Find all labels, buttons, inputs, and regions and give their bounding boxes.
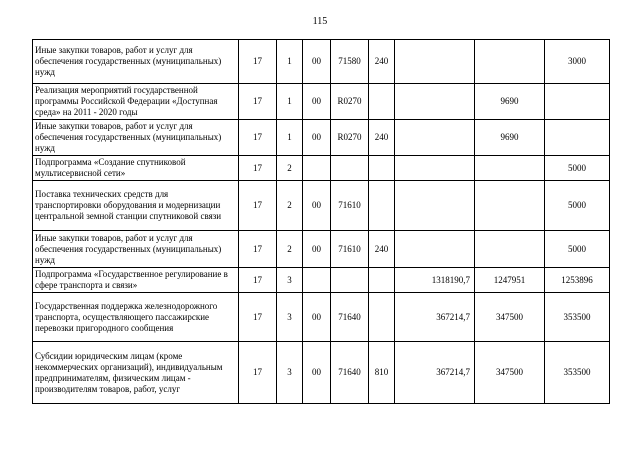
cell-amount-3: 5000 (545, 156, 610, 181)
cell-amount-2: 9690 (475, 84, 545, 120)
cell-amount-3 (545, 84, 610, 120)
cell-target: 71610 (331, 231, 369, 268)
table-row (33, 342, 610, 404)
cell-amount-1: 367214,7 (395, 293, 475, 342)
cell-target: 71640 (331, 293, 369, 342)
cell-target: 71580 (331, 40, 369, 84)
cell-expense-type: 810 (369, 342, 395, 404)
cell-amount-2 (475, 181, 545, 231)
budget-table (32, 39, 610, 404)
cell-chapter: 17 (239, 181, 277, 231)
table-row (33, 231, 610, 268)
cell-amount-2: 347500 (475, 293, 545, 342)
cell-subprogram: 3 (277, 268, 303, 293)
cell-amount-3 (545, 120, 610, 156)
cell-target: 71610 (331, 181, 369, 231)
cell-code: 00 (303, 40, 331, 84)
cell-chapter: 17 (239, 268, 277, 293)
row-name: Реализация мероприятий государственной программы Российской Федерации «Доступная среда» на 2011 - 2020 годы (33, 84, 239, 120)
cell-amount-3: 353500 (545, 342, 610, 404)
cell-amount-1 (395, 181, 475, 231)
page-number: 115 (312, 16, 328, 27)
cell-chapter: 17 (239, 342, 277, 404)
cell-subprogram: 3 (277, 342, 303, 404)
cell-expense-type: 240 (369, 231, 395, 268)
cell-code: 00 (303, 181, 331, 231)
cell-amount-1 (395, 120, 475, 156)
cell-target (331, 156, 369, 181)
cell-amount-2: 1247951 (475, 268, 545, 293)
cell-expense-type: 240 (369, 40, 395, 84)
row-name: Субсидии юридическим лицам (кроме некоммерческих организаций), индивидуальным предпринимателям, физическим лицам - производителям товаров, работ, услуг (33, 342, 239, 404)
table-row (33, 181, 610, 231)
row-name: Подпрограмма «Создание спутниковой мультисервисной сети» (33, 156, 239, 181)
row-name: Иные закупки товаров, работ и услуг для обеспечения государственных (муниципальных) нужд (33, 40, 239, 84)
cell-code: 00 (303, 342, 331, 404)
cell-code (303, 156, 331, 181)
cell-amount-1: 367214,7 (395, 342, 475, 404)
cell-amount-3: 5000 (545, 231, 610, 268)
table-row (33, 40, 610, 84)
cell-chapter: 17 (239, 231, 277, 268)
cell-expense-type (369, 156, 395, 181)
cell-subprogram: 2 (277, 231, 303, 268)
cell-amount-1: 1318190,7 (395, 268, 475, 293)
table-row (33, 84, 610, 120)
cell-expense-type (369, 84, 395, 120)
cell-amount-1 (395, 231, 475, 268)
cell-subprogram: 2 (277, 181, 303, 231)
cell-subprogram: 3 (277, 293, 303, 342)
table-row (33, 268, 610, 293)
cell-target: 71640 (331, 342, 369, 404)
cell-amount-2: 9690 (475, 120, 545, 156)
cell-amount-3: 1253896 (545, 268, 610, 293)
table-row (33, 120, 610, 156)
cell-code: 00 (303, 293, 331, 342)
table-body (33, 40, 610, 404)
cell-subprogram: 2 (277, 156, 303, 181)
row-name: Государственная поддержка железнодорожного транспорта, осуществляющего пассажирские перевозки пригородного сообщения (33, 293, 239, 342)
cell-amount-3: 3000 (545, 40, 610, 84)
cell-amount-2 (475, 231, 545, 268)
cell-subprogram: 1 (277, 84, 303, 120)
cell-target: R0270 (331, 84, 369, 120)
cell-code: 00 (303, 84, 331, 120)
cell-expense-type (369, 293, 395, 342)
cell-chapter: 17 (239, 293, 277, 342)
cell-subprogram: 1 (277, 40, 303, 84)
cell-target (331, 268, 369, 293)
table-row (33, 293, 610, 342)
cell-chapter: 17 (239, 84, 277, 120)
cell-expense-type: 240 (369, 120, 395, 156)
cell-chapter: 17 (239, 40, 277, 84)
cell-code: 00 (303, 120, 331, 156)
row-name: Иные закупки товаров, работ и услуг для обеспечения государственных (муниципальных) нужд (33, 231, 239, 268)
cell-amount-2 (475, 40, 545, 84)
cell-amount-2: 347500 (475, 342, 545, 404)
cell-amount-3: 353500 (545, 293, 610, 342)
cell-expense-type (369, 181, 395, 231)
cell-amount-1 (395, 156, 475, 181)
cell-chapter: 17 (239, 156, 277, 181)
row-name: Подпрограмма «Государственное регулирование в сфере транспорта и связи» (33, 268, 239, 293)
cell-code: 00 (303, 231, 331, 268)
cell-target: R0270 (331, 120, 369, 156)
cell-amount-3: 5000 (545, 181, 610, 231)
cell-code (303, 268, 331, 293)
cell-amount-1 (395, 40, 475, 84)
table-row (33, 156, 610, 181)
cell-amount-1 (395, 84, 475, 120)
cell-amount-2 (475, 156, 545, 181)
cell-expense-type (369, 268, 395, 293)
cell-chapter: 17 (239, 120, 277, 156)
row-name: Поставка технических средств для транспортировки оборудования и модернизации центральной земной станции спутниковой связи (33, 181, 239, 231)
cell-subprogram: 1 (277, 120, 303, 156)
row-name: Иные закупки товаров, работ и услуг для обеспечения государственных (муниципальных) нужд (33, 120, 239, 156)
